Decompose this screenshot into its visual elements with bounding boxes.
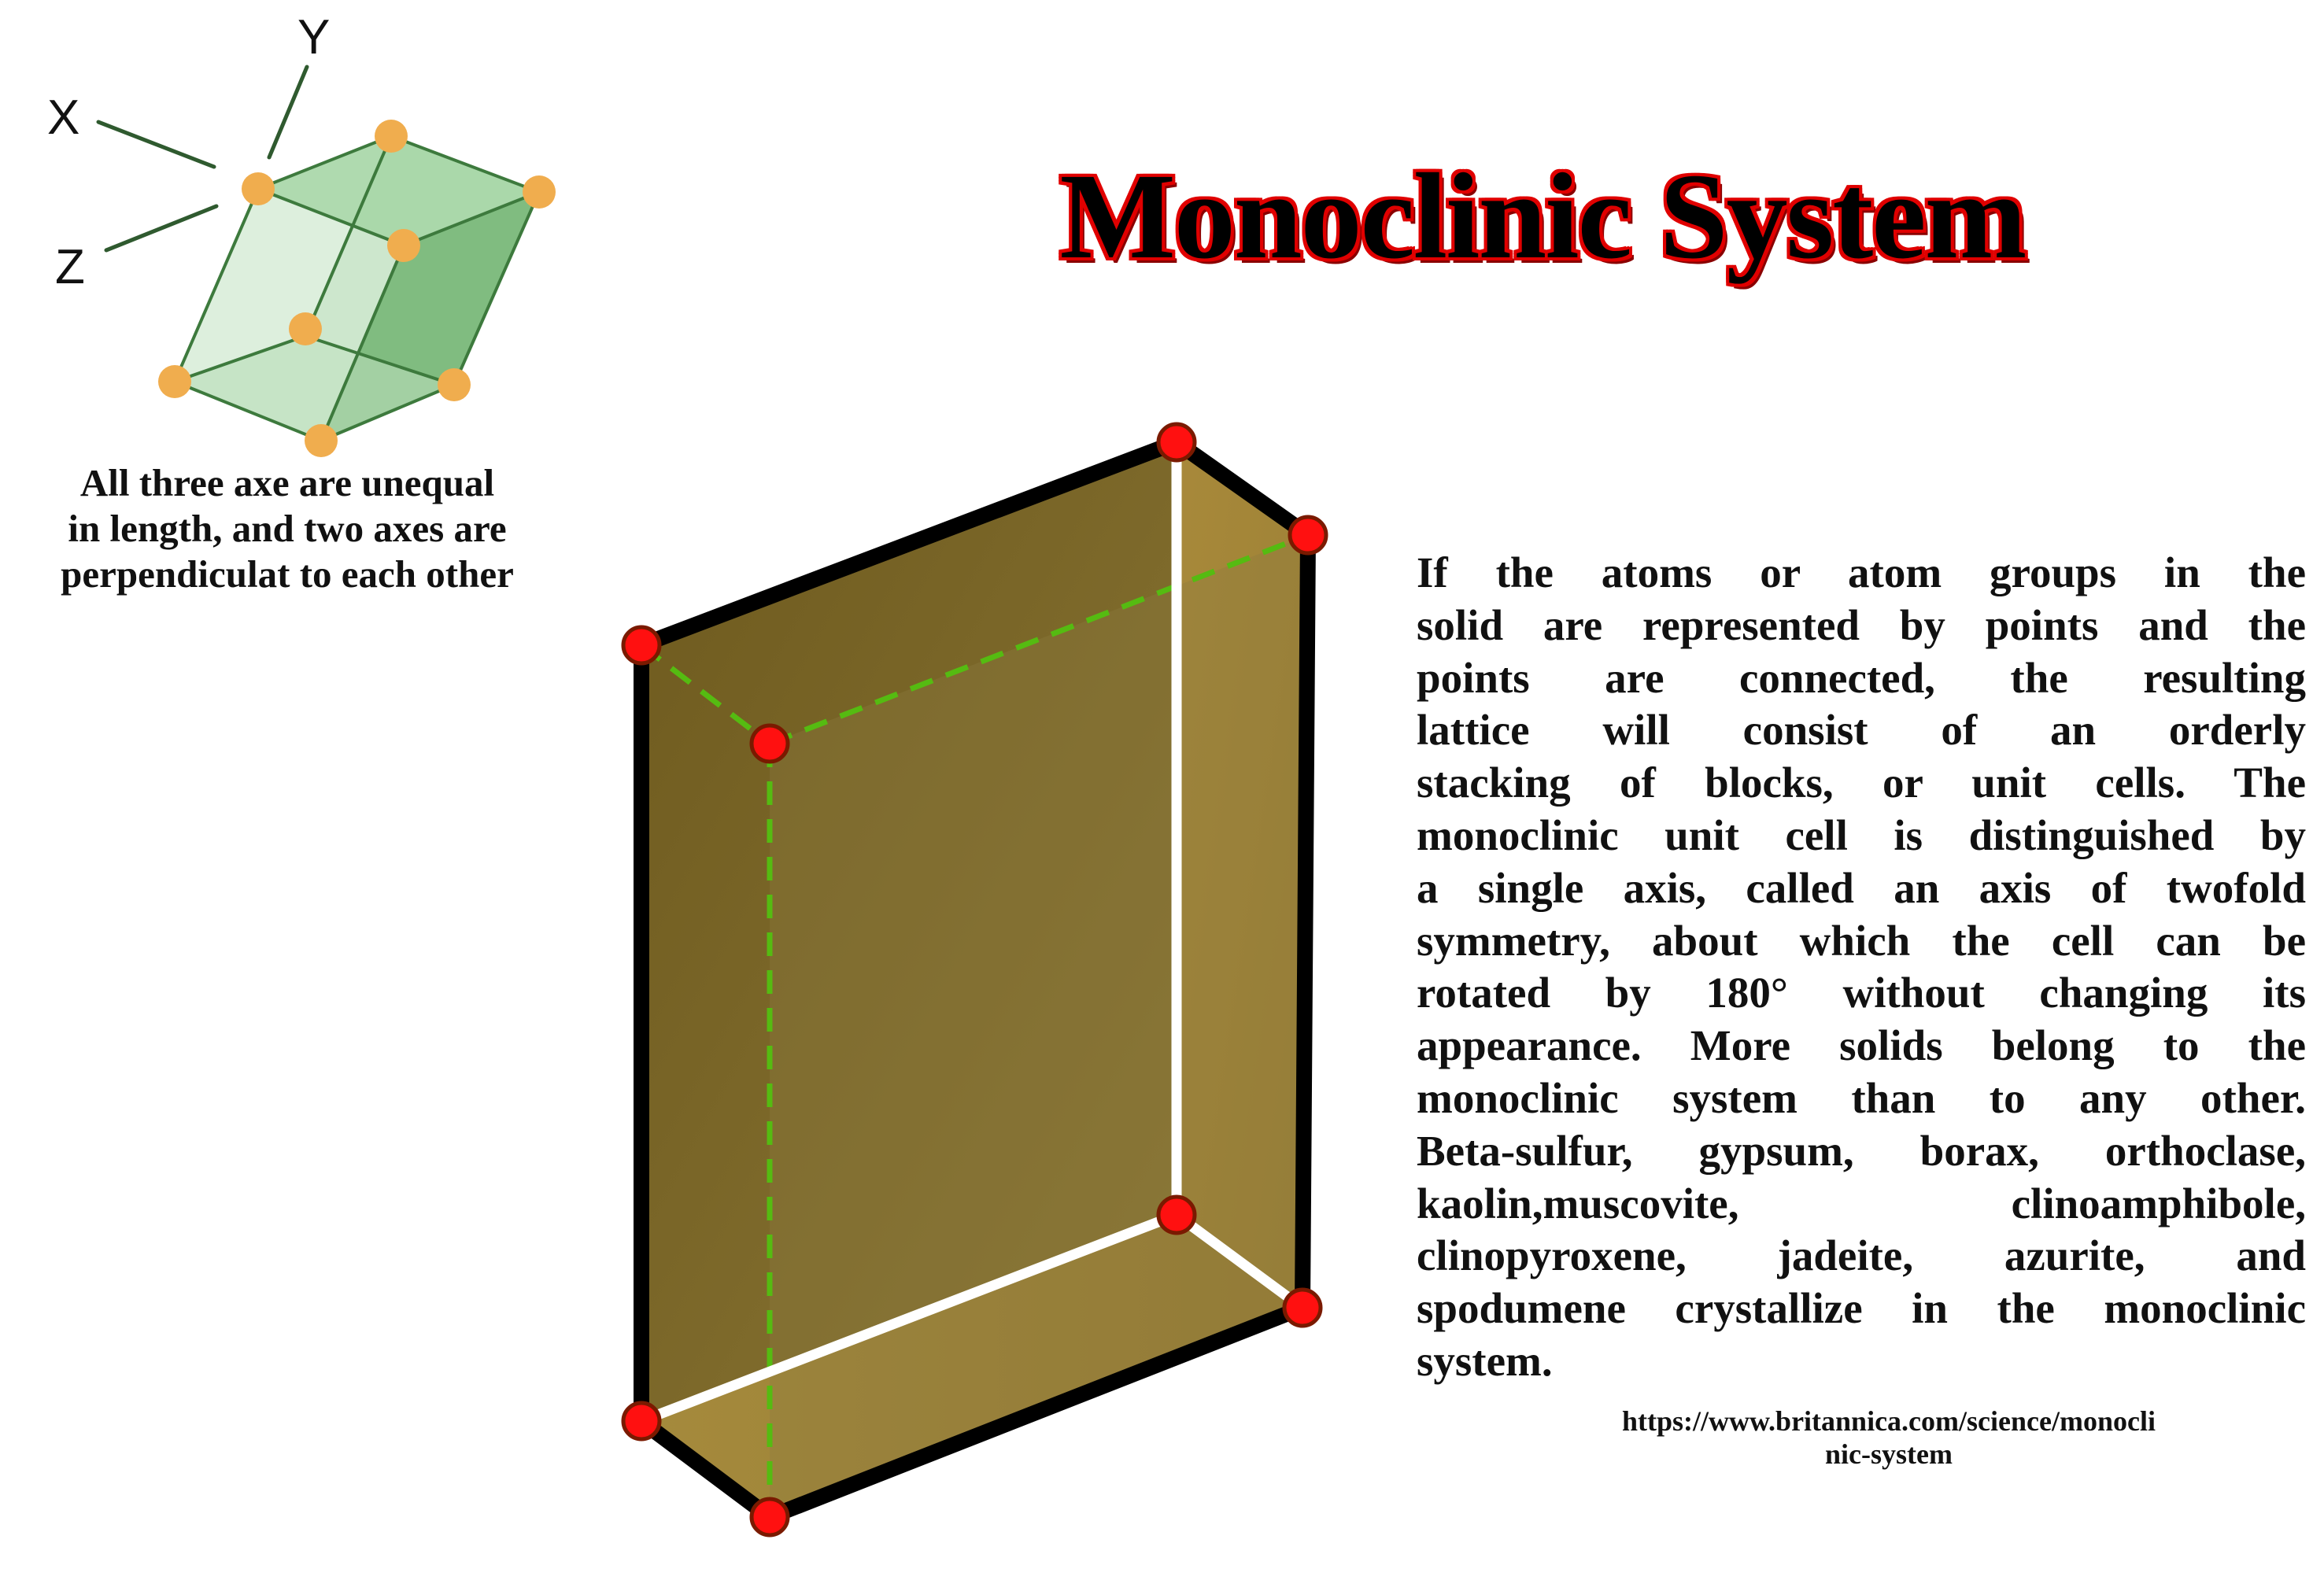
caption-line: in length, and two axes are bbox=[68, 507, 507, 550]
vertex bbox=[1290, 517, 1326, 553]
x-axis-line bbox=[98, 122, 214, 167]
description-line: kaolin,muscovite, clinoamphibole, bbox=[1417, 1179, 2306, 1227]
lattice-point bbox=[438, 368, 471, 401]
lattice-point bbox=[375, 120, 408, 153]
description-line: solid are represented by points and the bbox=[1417, 600, 2306, 649]
description-paragraph bbox=[1417, 547, 2306, 1388]
vertex bbox=[752, 1499, 788, 1535]
description-line: lattice will consist of an orderly bbox=[1417, 706, 2306, 755]
axes-caption bbox=[0, 460, 575, 597]
vertex bbox=[1158, 424, 1195, 460]
page-title: Monoclinic System bbox=[1059, 148, 2026, 284]
vertex bbox=[1158, 1197, 1195, 1233]
source-line: https://www.britannica.com/science/monocli bbox=[1622, 1405, 2156, 1437]
vertex bbox=[623, 1403, 660, 1439]
description-line: spodumene crystallize in the monoclinic bbox=[1417, 1284, 2306, 1333]
description-line: system. bbox=[1417, 1336, 1553, 1385]
lattice-point bbox=[305, 424, 338, 457]
large-unit-cell bbox=[623, 424, 1326, 1535]
x-axis-label: X bbox=[47, 90, 80, 145]
description-line: monoclinic unit cell is distinguished by bbox=[1417, 810, 2306, 859]
lattice-point bbox=[523, 175, 556, 209]
source-line: nic-system bbox=[1825, 1438, 1953, 1470]
description-line: symmetry, about which the cell can be bbox=[1417, 916, 2306, 965]
lattice-point bbox=[289, 312, 322, 345]
description-line: monoclinic system than to any other. bbox=[1417, 1073, 2306, 1122]
caption-line: perpendiculat to each other bbox=[61, 552, 514, 596]
vertex bbox=[1284, 1290, 1321, 1326]
z-axis-line bbox=[106, 206, 216, 250]
y-axis-line bbox=[269, 67, 307, 157]
description-line: rotated by 180° without changing its bbox=[1417, 969, 2306, 1017]
description-line: stacking of blocks, or unit cells. The bbox=[1417, 759, 2306, 807]
description-line: points are connected, the resulting bbox=[1417, 653, 2306, 702]
source-citation bbox=[1480, 1405, 2298, 1471]
lattice-point bbox=[242, 172, 275, 205]
description-line: clinopyroxene, jadeite, azurite, and bbox=[1417, 1231, 2306, 1280]
description-line: Beta-sulfur, gypsum, borax, orthoclase, bbox=[1417, 1126, 2306, 1175]
caption-line: All three axe are unequal bbox=[79, 461, 495, 504]
description-line: a single axis, called an axis of twofold bbox=[1417, 863, 2306, 912]
description-line: appearance. More solids belong to the bbox=[1417, 1021, 2306, 1070]
description-line: If the atoms or atom groups in the bbox=[1417, 548, 2306, 596]
vertex bbox=[623, 627, 660, 663]
z-axis-label: Z bbox=[55, 240, 85, 294]
lattice-point bbox=[387, 229, 420, 262]
small-unit-cell bbox=[47, 10, 556, 457]
y-axis-label: Y bbox=[297, 10, 331, 65]
vertex bbox=[752, 725, 788, 762]
lattice-point bbox=[158, 365, 191, 398]
